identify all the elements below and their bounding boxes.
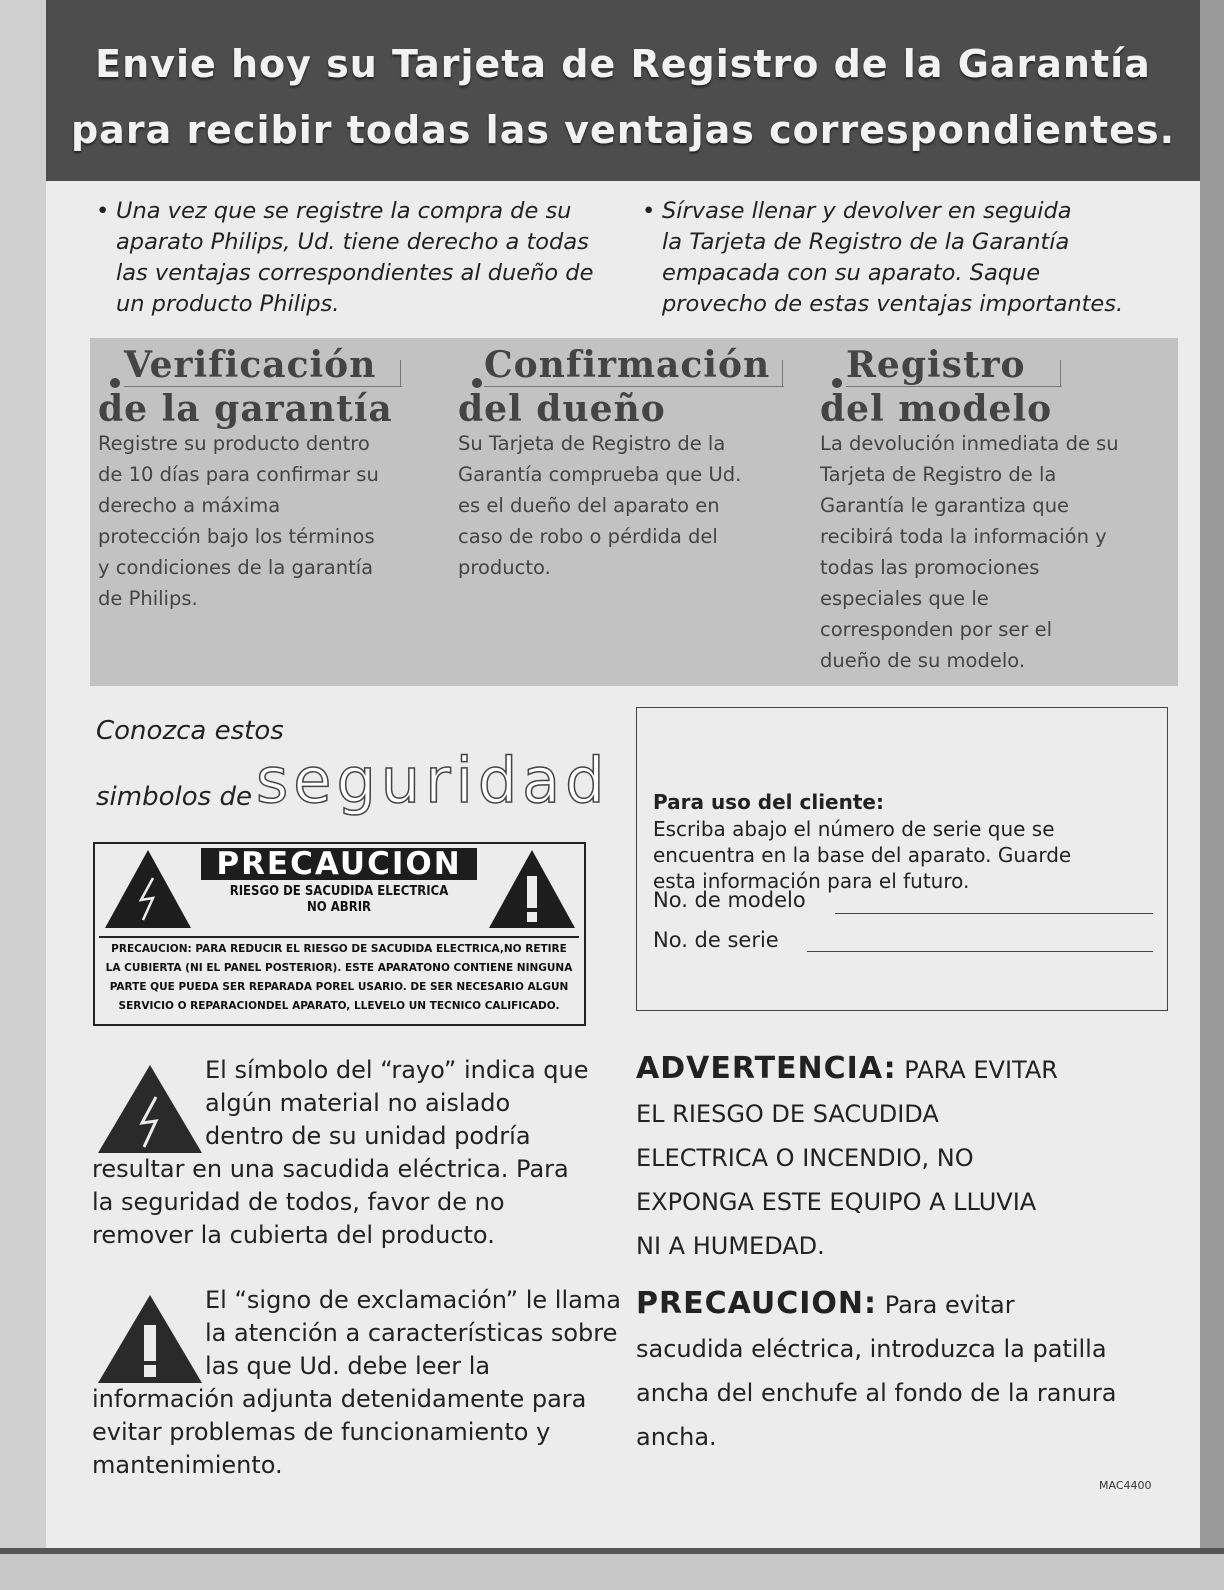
title-dot-icon — [110, 378, 120, 388]
title-underline — [846, 386, 1062, 387]
bullet-icon: • — [642, 198, 656, 224]
title-dot-icon — [832, 378, 842, 388]
caution-fine-line: PARTE QUE PUEDA SER REPARADA POREL USARIO. DE SER NECESARIO ALGUN — [109, 981, 569, 993]
benefit-body-line: y condiciones de la garantía — [98, 556, 374, 579]
title-dot-icon — [472, 378, 482, 388]
lightning-desc-line: dentro de su unidad podría — [205, 1122, 531, 1150]
benefit-body-line: producto. — [458, 556, 551, 579]
benefit-title-line2: del modelo — [820, 388, 1053, 430]
lightning-desc-line: la seguridad de todos, favor de no — [92, 1188, 505, 1216]
lightning-desc-line: algún material no aislado — [205, 1089, 511, 1117]
client-box-line: Escriba abajo el número de serie que se — [653, 817, 1055, 841]
caution-fine-print — [99, 936, 579, 1016]
intro-left-line: las ventajas correspondientes al dueño de — [116, 260, 594, 286]
caution-fine-line: LA CUBIERTA (NI EL PANEL POSTERIOR). ESTE APARATONO CONTIENE NINGUNA — [105, 962, 573, 974]
safety-heading-word: seguridad — [256, 744, 610, 817]
banner-line-2: para recibir todas las ventajas correspondientes. — [70, 108, 1176, 152]
benefit-body-line: Su Tarjeta de Registro de la — [458, 432, 726, 455]
caution-fine-line: SERVICIO O REPARACIONDEL APARATO, LLEVELO UN TECNICO CALIFICADO. — [118, 1000, 560, 1012]
benefit-title-line1: Verificación — [124, 344, 377, 386]
benefit-body-line: de 10 días para confirmar su — [98, 463, 379, 486]
safety-heading-line2: simbolos de — [96, 782, 252, 812]
exclaim-desc-line: la atención a características sobre — [205, 1319, 618, 1347]
exclaim-desc-line: información adjunta detenidamente para — [92, 1385, 587, 1413]
header-banner — [46, 0, 1200, 181]
warning-block — [636, 1047, 1058, 1268]
exclaim-desc-line: mantenimiento. — [92, 1451, 283, 1479]
title-underline — [484, 386, 784, 387]
benefit-body-line: corresponden por ser el — [820, 618, 1052, 641]
intro-left-line: Una vez que se registre la compra de su — [116, 198, 572, 224]
title-tick — [400, 360, 401, 386]
caution-risk-line: NO ABRIR — [306, 900, 372, 915]
benefit-body — [458, 428, 741, 583]
intro-right-paragraph — [642, 196, 1124, 320]
benefit-body-line: recibirá toda la información y — [820, 525, 1107, 548]
benefits-band — [90, 338, 1178, 686]
benefit-body-line: Garantía le garantiza que — [820, 494, 1070, 517]
lightning-triangle-icon — [96, 1063, 204, 1155]
exclaim-desc-line: evitar problemas de funcionamiento y — [92, 1418, 551, 1446]
warning-heading: ADVERTENCIA: — [636, 1051, 897, 1086]
benefit-body — [820, 428, 1119, 676]
intro-left-line: un producto Philips. — [116, 291, 340, 317]
benefit-body-line: de Philips. — [98, 587, 198, 610]
benefit-title-line2: del dueño — [458, 388, 666, 430]
exclamation-triangle-icon — [96, 1293, 204, 1385]
intro-right-line: Sírvase llenar y devolver en seguida — [662, 198, 1072, 224]
precaution-first-line — [636, 1282, 1117, 1327]
left-margin-shadow — [0, 0, 46, 1584]
caution-fine-line: PRECAUCION: PARA REDUCIR EL RIESGO DE SACUDIDA ELECTRICA,NO RETIRE — [111, 943, 567, 955]
exclaim-desc-line: El “signo de exclamación” le llama — [205, 1286, 621, 1314]
benefit-body-line: Garantía comprueba que Ud. — [458, 463, 742, 486]
client-box-text — [653, 816, 1071, 894]
warning-line: ELECTRICA O INCENDIO, NO — [636, 1144, 974, 1172]
benefit-body — [98, 428, 379, 614]
title-underline — [124, 386, 402, 387]
benefit-title-line1: Confirmación — [484, 344, 771, 386]
exclaim-desc-line: las que Ud. debe leer la — [205, 1352, 491, 1380]
precaution-line: ancha. — [636, 1423, 717, 1451]
lightning-triangle-icon — [103, 848, 193, 930]
model-number-label: No. de modelo — [653, 888, 806, 912]
title-tick — [1060, 360, 1061, 386]
benefit-body-line: es el dueño del aparato en — [458, 494, 720, 517]
client-box-line: encuentra en la base del aparato. Guarde — [653, 843, 1072, 867]
benefit-body-line: La devolución inmediata de su — [820, 432, 1119, 455]
precaution-line: sacudida eléctrica, introduzca la patilla — [636, 1335, 1107, 1363]
intro-right-line: empacada con su aparato. Saque — [662, 260, 1041, 286]
serial-number-label: No. de serie — [653, 928, 779, 952]
warning-line: NI A HUMEDAD. — [636, 1232, 825, 1260]
title-tick — [782, 360, 783, 386]
model-number-field[interactable] — [835, 913, 1153, 914]
serial-number-field[interactable] — [807, 951, 1153, 952]
right-margin-shadow — [1200, 0, 1224, 1584]
benefit-body-line: especiales que le — [820, 587, 989, 610]
benefit-body-line: derecho a máxima — [98, 494, 281, 517]
lightning-desc-line: El símbolo del “rayo” indica que — [205, 1056, 589, 1084]
benefit-body-line: Tarjeta de Registro de la — [820, 463, 1057, 486]
warning-line: EXPONGA ESTE EQUIPO A LLUVIA — [636, 1188, 1037, 1216]
benefit-title-line1: Registro — [846, 344, 1026, 386]
precaution-first-text: Para evitar — [884, 1291, 1015, 1319]
safety-heading-line1: Conozca estos — [96, 716, 284, 746]
client-info-box — [636, 707, 1168, 1011]
lightning-desc-line: remover la cubierta del producto. — [92, 1221, 495, 1249]
exclamation-triangle-icon — [487, 848, 577, 930]
caution-label — [93, 842, 586, 1026]
benefit-body-line: dueño de su modelo. — [820, 649, 1026, 672]
benefit-body-line: caso de robo o pérdida del — [458, 525, 718, 548]
benefit-body-line: Registre su producto dentro — [98, 432, 370, 455]
caution-risk-line: RIESGO DE SACUDIDA ELECTRICA — [229, 884, 449, 899]
benefit-body-line: todas las promociones — [820, 556, 1040, 579]
benefit-title-line2: de la garantía — [98, 388, 393, 430]
intro-right-line: la Tarjeta de Registro de la Garantía — [662, 229, 1070, 255]
precaution-line: ancha del enchufe al fondo de la ranura — [636, 1379, 1117, 1407]
warning-first-text: PARA EVITAR — [904, 1056, 1058, 1084]
benefit-body-line: protección bajo los términos — [98, 525, 375, 548]
intro-left-line: aparato Philips, Ud. tiene derecho a todas — [116, 229, 589, 255]
caution-title: PRECAUCION — [201, 848, 477, 880]
lightning-desc-line: resultar en una sacudida eléctrica. Para — [92, 1155, 569, 1183]
warning-first-line — [636, 1047, 1058, 1092]
caution-risk — [201, 884, 477, 916]
precaution-heading: PRECAUCION: — [636, 1286, 878, 1321]
bullet-icon: • — [96, 198, 110, 224]
banner-line-1: Envie hoy su Tarjeta de Registro de la Garantía — [95, 42, 1151, 86]
precaution-block — [636, 1282, 1117, 1459]
warning-line: EL RIESGO DE SACUDIDA — [636, 1100, 939, 1128]
client-box-line: esta información para el futuro. — [653, 869, 970, 893]
intro-right-line: provecho de estas ventajas importantes. — [662, 291, 1124, 317]
intro-left-paragraph — [96, 196, 594, 320]
document-code: MAC4400 — [1099, 1479, 1152, 1492]
client-box-title: Para uso del cliente: — [653, 790, 884, 814]
